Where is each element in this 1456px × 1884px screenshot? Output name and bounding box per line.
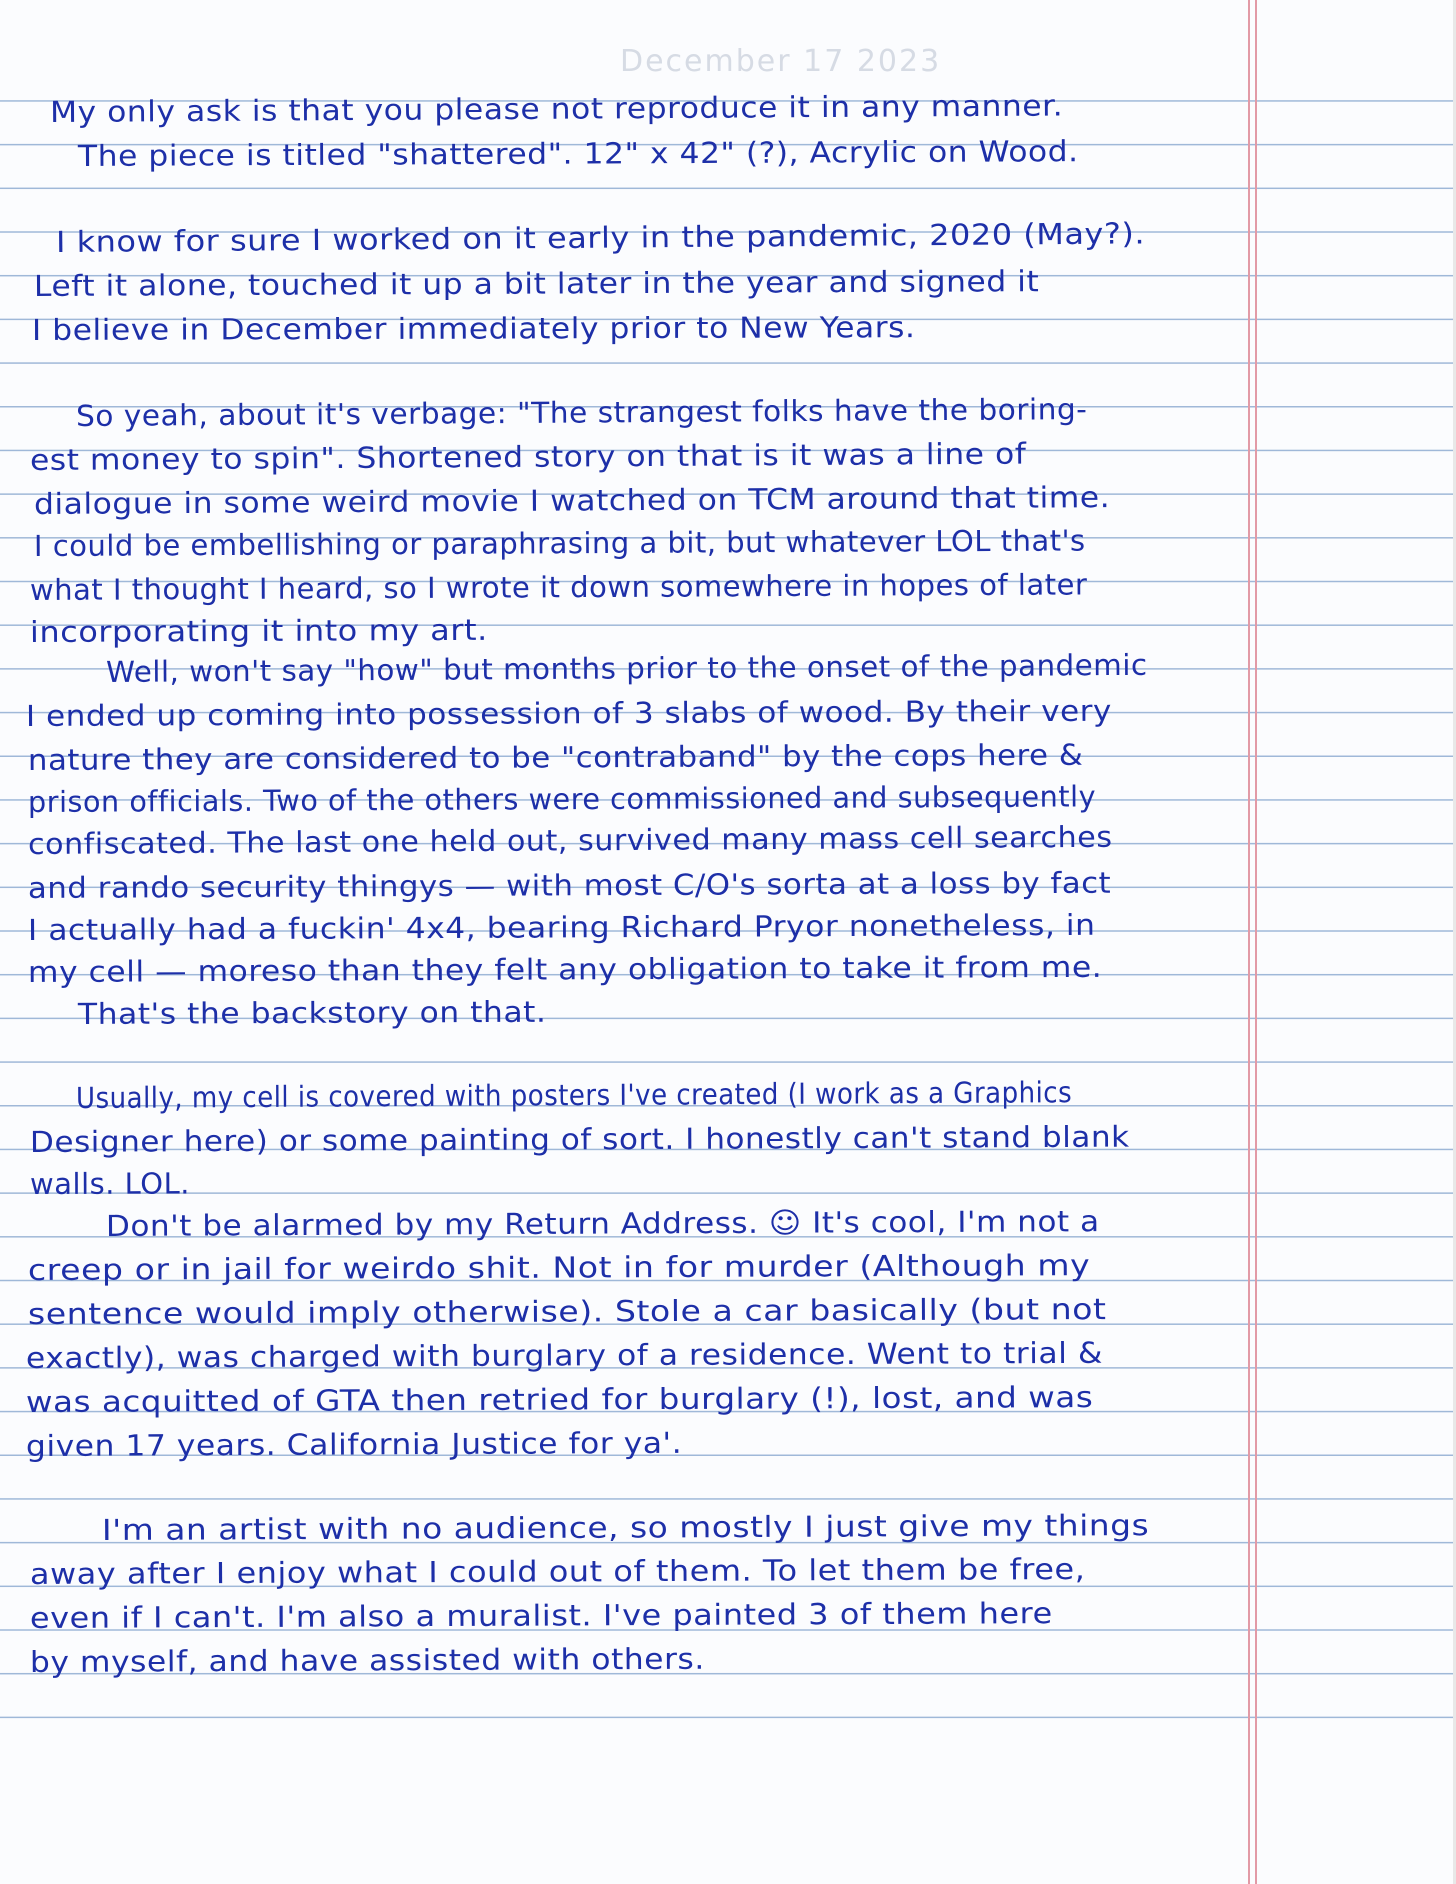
letter-line: The piece is titled "shattered". 12" x 42" (?), Acrylic on Wood. <box>77 134 1079 173</box>
letter-line: prison officials. Two of the others were commissioned and subsequently <box>27 779 1097 819</box>
letter-line: Don't be alarmed by my Return Address. ☺ It's cool, I'm not a <box>105 1204 1100 1243</box>
letter-line: was acquitted of GTA then retried for burglary (!), lost, and was <box>25 1380 1094 1419</box>
letter-line: I believe in December immediately prior to New Years. <box>31 310 916 347</box>
letter-line: Well, won't say "how" but months prior to the onset of the pandemic <box>105 647 1148 689</box>
letter-line: walls. LOL. <box>29 1166 191 1201</box>
letter-line: est money to spin". Shortened story on that is it was a line of <box>29 436 1027 477</box>
letter-line: incorporating it into my art. <box>29 612 488 649</box>
letter-line: what I thought I heard, so I wrote it down somewhere in hopes of later <box>29 567 1088 607</box>
letter-line: creep or in jail for weirdo shit. Not in for murder (Although my <box>27 1248 1091 1287</box>
letter-line: I'm an artist with no audience, so mostly I just give my things <box>101 1508 1150 1547</box>
letter-line: I know for sure I worked on it early in the pandemic, 2020 (May?). <box>55 216 1146 259</box>
letter-line: and rando security thingys — with most C/O's sorta at a loss by fact <box>27 865 1112 905</box>
letter-line: dialogue in some weird movie I watched on TCM around that time. <box>33 480 1111 521</box>
letter-line: I actually had a fuckin' 4x4, bearing Richard Pryor nonetheless, in <box>27 907 1096 947</box>
letter-line: Usually, my cell is covered with posters I've created (I work as a Graphics <box>75 1075 1073 1115</box>
letter-line: my cell — moreso than they felt any obligation to take it from me. <box>27 949 1103 989</box>
letter-line: That's the backstory on that. <box>77 994 547 1031</box>
letter-line: even if I can't. I'm also a muralist. I've painted 3 of them here <box>29 1596 1053 1635</box>
bleed-through-date: December 17 2023 <box>620 44 942 79</box>
letter-line: I could be embellishing or paraphrasing a bit, but whatever LOL that's <box>33 523 1086 563</box>
letter-line: I ended up coming into possession of 3 slabs of wood. By their very <box>25 693 1112 733</box>
letter-line: Designer here) or some painting of sort. I honestly can't stand blank <box>29 1119 1130 1159</box>
letter-line: away after I enjoy what I could out of them. To let them be free, <box>29 1551 1086 1591</box>
letter-line: by myself, and have assisted with others. <box>29 1641 705 1679</box>
letter-line: sentence would imply otherwise). Stole a car basically (but not <box>27 1292 1107 1331</box>
letter-line: given 17 years. California Justice for ya'. <box>25 1425 683 1463</box>
letter-line: My only ask is that you please not reproduce it in any manner. <box>49 88 1064 129</box>
letter-line: nature they are considered to be "contraband" by the cops here & <box>27 737 1084 777</box>
letter-line: confiscated. The last one held out, survived many mass cell searches <box>27 819 1113 861</box>
letter-line: So yeah, about it's verbage: "The strangest folks have the boring- <box>75 392 1088 433</box>
letter-line: Left it alone, touched it up a bit later in the year and signed it <box>33 264 1040 303</box>
letter-line: exactly), was charged with burglary of a residence. Went to trial & <box>25 1335 1104 1375</box>
